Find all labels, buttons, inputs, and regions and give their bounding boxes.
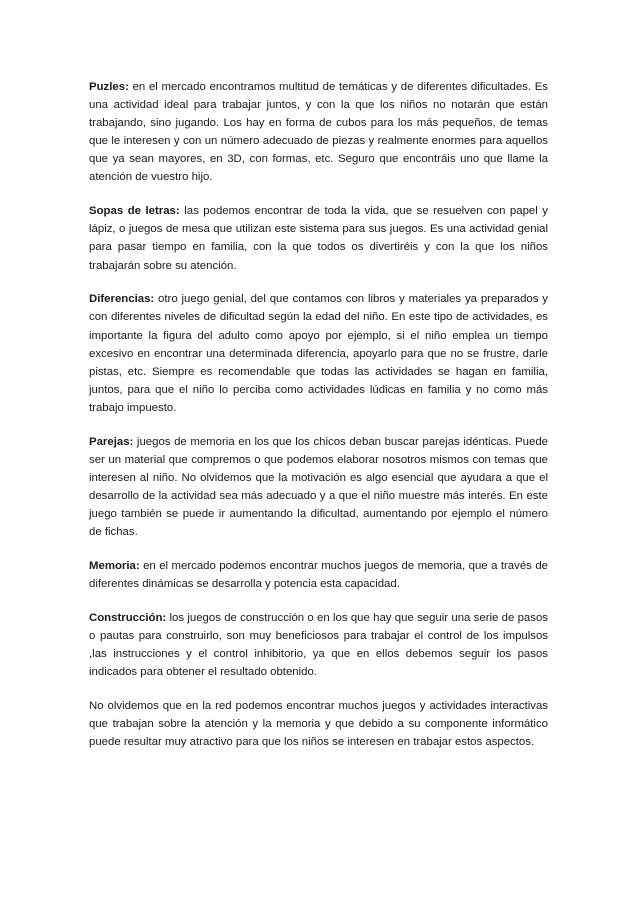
- paragraph-heading: Construcción:: [89, 611, 167, 624]
- paragraph-puzles: [89, 78, 548, 187]
- paragraph-diferencias: [89, 290, 548, 417]
- paragraph-text: en el mercado encontramos multitud de temáticas y de diferentes dificultades. Es una actividad ideal para trabajar juntos, y con la que los niños no notarán que están trabajando, sino jugando. Los hay en forma de cubos para los más pequeños, de temas que le interesen y con un número adecuado de piezas y realmente enormes para aquellos que ya sean mayores, en 3D, con formas, etc. Seguro que encontráis uno que llame la atención de vuestro hijo.: [89, 81, 548, 184]
- paragraph-heading: Parejas:: [89, 435, 134, 448]
- paragraph-conclusion: [89, 697, 548, 751]
- paragraph-parejas: [89, 433, 548, 542]
- paragraph-heading: Diferencias:: [89, 293, 155, 306]
- paragraph-text: los juegos de construcción o en los que hay que seguir una serie de pasos o pautas para construirlo, son muy beneficiosos para trabajar el control de los impulsos ,las instrucciones y el control inhibitorio, ya que en ellos debemos seguir los pasos indicados para obtener el resultado obtenido.: [89, 611, 548, 679]
- paragraph-sopas-de-letras: [89, 202, 548, 274]
- paragraph-heading: Puzles:: [89, 81, 129, 93]
- paragraph-text: en el mercado podemos encontrar muchos juegos de memoria, que a través de diferentes dinámicas se desarrolla y potencia esta capacidad.: [89, 559, 548, 590]
- paragraph-construccion: [89, 609, 548, 681]
- paragraph-heading: Memoria:: [89, 559, 140, 572]
- paragraph-memoria: [89, 557, 548, 593]
- paragraph-heading: Sopas de letras:: [89, 205, 180, 218]
- paragraph-text: otro juego genial, del que contamos con libros y materiales ya preparados y con diferentes niveles de dificultad según la edad del niño. En este tipo de actividades, es importante la figura del adulto como apoyo por ejemplo, si el niño emplea un tiempo excesivo en encontrar una determinada diferencia, apoyarlo para que no se frustre, darle pistas, etc. Siempre es recomendable que todas las actividades se hagan en familia, juntos, para que el niño lo perciba como actividades lúdicas en familia y no como más trabajo impuesto.: [89, 293, 548, 414]
- paragraph-text: las podemos encontrar de toda la vida, que se resuelven con papel y lápiz, o juegos de mesa que utilizan este sistema para sus juegos. Es una actividad genial para pasar tiempo en familia, con la que todos os divertiréis y con la que los niños trabajarán sobre su atención.: [89, 205, 548, 272]
- paragraph-text: juegos de memoria en los que los chicos deban buscar parejas idénticas. Puede ser un material que compremos o que podemos elaborar nosotros mismos con temas que interesen al niño. No olvidemos que la motivación es algo esencial que ayudara a que el desarrollo de la actividad sea más adecuado y a que el niño muestre más interés. En este juego también se puede ir aumentando la dificultad, aumentando por ejemplo el número de fichas.: [89, 435, 548, 539]
- paragraph-text: No olvidemos que en la red podemos encontrar muchos juegos y actividades interactivas que trabajan sobre la atención y la memoria y que debido a su componente informático puede resultar muy atractivo para que los niños se interesen en trabajar estos aspectos.: [89, 699, 548, 749]
- document-page: [89, 78, 548, 767]
